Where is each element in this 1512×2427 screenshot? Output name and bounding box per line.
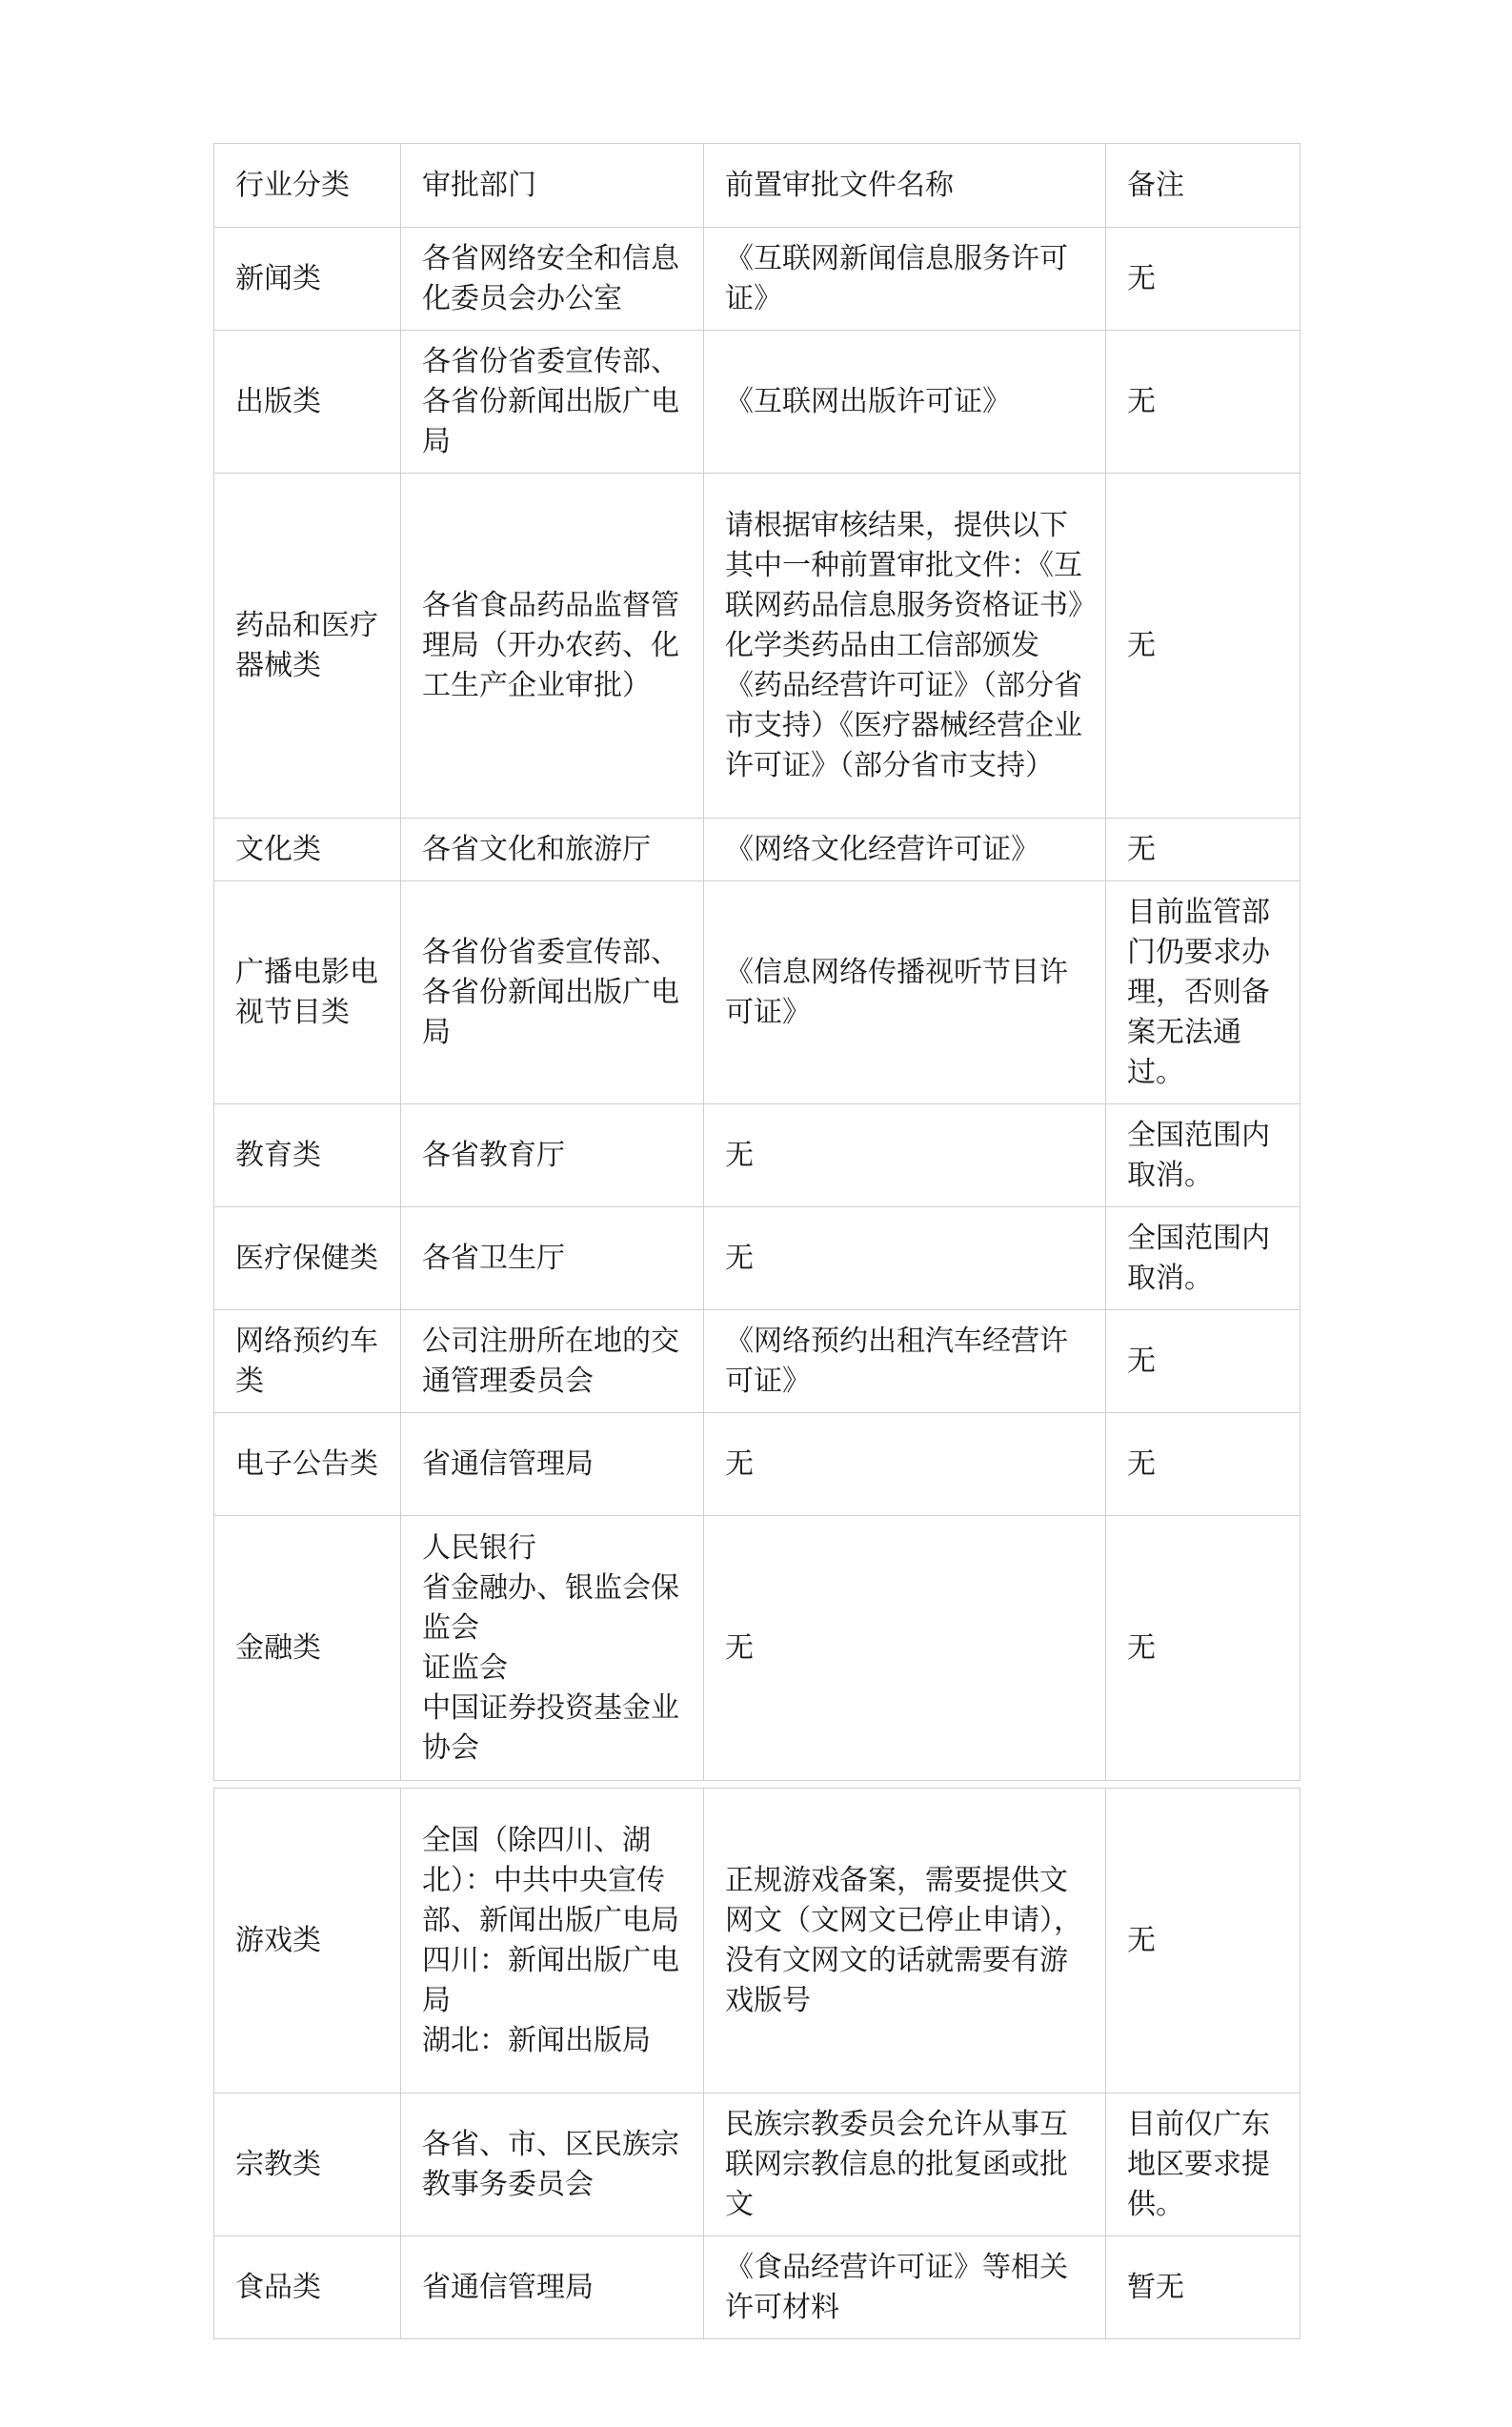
department-cell	[401, 819, 704, 881]
department-text: 证监会	[422, 1650, 508, 1685]
department-text: 省通信管理局	[422, 1446, 594, 1481]
note-cell	[1106, 1516, 1300, 1781]
note-text: 暂无	[1127, 2270, 1184, 2304]
category-text: 药品和医疗器械类	[235, 608, 378, 682]
document-text: 民族宗教委员会允许从事互联网宗教信息的批复函或批文	[725, 2107, 1068, 2221]
table-row	[214, 881, 1300, 1104]
department-text: 各省、市、区民族宗教事务委员会	[422, 2127, 679, 2201]
note-cell	[1106, 1310, 1300, 1413]
department-text: 湖北：新闻出版局	[422, 2023, 651, 2057]
category-cell	[214, 1207, 401, 1310]
document-text: 《互联网出版许可证》	[725, 384, 1011, 418]
table-row	[214, 331, 1300, 474]
document-cell	[704, 1104, 1106, 1207]
column-header: 行业分类	[214, 144, 401, 228]
document-text: 《网络文化经营许可证》	[725, 832, 1039, 866]
table-row	[214, 1516, 1300, 1781]
approval-table-continued	[213, 1788, 1300, 2339]
category-text: 新闻类	[235, 261, 321, 295]
document-cell	[704, 1516, 1106, 1781]
note-text: 目前仅广东地区要求提供。	[1127, 2107, 1270, 2221]
category-cell	[214, 1413, 401, 1516]
category-text: 网络预约车类	[235, 1324, 378, 1398]
table-row	[214, 2093, 1300, 2236]
table-header-row	[214, 144, 1300, 228]
department-cell	[401, 228, 704, 331]
category-cell	[214, 1104, 401, 1207]
table-row	[214, 1207, 1300, 1310]
department-cell	[401, 474, 704, 819]
document-text: 无	[725, 1446, 754, 1481]
department-cell	[401, 881, 704, 1104]
column-header: 备注	[1106, 144, 1300, 228]
document-cell	[704, 881, 1106, 1104]
document-cell	[704, 474, 1106, 819]
table-row	[214, 228, 1300, 331]
category-text: 出版类	[235, 384, 321, 418]
document-cell	[704, 228, 1106, 331]
category-cell	[214, 1516, 401, 1781]
department-text: 省通信管理局	[422, 2270, 594, 2304]
approval-table-body	[214, 144, 1300, 1781]
department-cell	[401, 1789, 704, 2093]
category-cell	[214, 474, 401, 819]
table-row	[214, 1310, 1300, 1413]
category-cell	[214, 331, 401, 474]
note-cell	[1106, 819, 1300, 881]
department-text: 人民银行	[422, 1530, 536, 1565]
category-text: 医疗保健类	[235, 1241, 378, 1275]
category-text: 电子公告类	[235, 1446, 378, 1481]
department-cell	[401, 2093, 704, 2236]
note-cell	[1106, 2236, 1300, 2339]
document-cell	[704, 1413, 1106, 1516]
department-text: 各省食品药品监督管理局（开办农药、化工生产企业审批）	[422, 588, 679, 702]
category-text: 宗教类	[235, 2147, 321, 2181]
note-cell	[1106, 1104, 1300, 1207]
table-row	[214, 819, 1300, 881]
note-cell	[1106, 474, 1300, 819]
department-text: 省金融办、银监会保监会	[422, 1570, 679, 1645]
note-text: 全国范围内取消。	[1127, 1118, 1270, 1192]
category-text: 食品类	[235, 2270, 321, 2304]
department-cell	[401, 2236, 704, 2339]
note-cell	[1106, 2093, 1300, 2236]
department-text: 各省网络安全和信息化委员会办公室	[422, 241, 679, 315]
column-header: 审批部门	[401, 144, 704, 228]
table-row	[214, 2236, 1300, 2339]
department-cell	[401, 331, 704, 474]
category-text: 文化类	[235, 832, 321, 866]
document-text: 正规游戏备案，需要提供文网文（文网文已停止申请），没有文网文的话就需要有游戏版号	[725, 1863, 1082, 2017]
document-text: 无	[725, 1138, 754, 1172]
department-cell	[401, 1310, 704, 1413]
document-cell	[704, 819, 1106, 881]
department-text: 各省份省委宣传部、各省份新闻出版广电局	[422, 344, 679, 458]
document-cell	[704, 1310, 1106, 1413]
document-text: 《信息网络传播视听节目许可证》	[725, 955, 1068, 1029]
note-text: 无	[1127, 1923, 1156, 1957]
document-text: 《网络预约出租汽车经营许可证》	[725, 1324, 1068, 1398]
department-text: 各省教育厅	[422, 1138, 565, 1172]
department-cell	[401, 1413, 704, 1516]
document-cell	[704, 2236, 1106, 2339]
category-cell	[214, 881, 401, 1104]
table-row	[214, 1789, 1300, 2093]
category-cell	[214, 2236, 401, 2339]
note-text: 无	[1127, 384, 1156, 418]
category-cell	[214, 1789, 401, 2093]
document-text: 《食品经营许可证》等相关许可材料	[725, 2250, 1068, 2324]
table-row	[214, 1413, 1300, 1516]
document-text: 无	[725, 1630, 754, 1665]
department-text: 公司注册所在地的交通管理委员会	[422, 1324, 679, 1398]
note-cell	[1106, 881, 1300, 1104]
note-text: 无	[1127, 628, 1156, 662]
note-cell	[1106, 331, 1300, 474]
table-row	[214, 1104, 1300, 1207]
note-text: 无	[1127, 832, 1156, 866]
category-cell	[214, 819, 401, 881]
category-text: 金融类	[235, 1630, 321, 1665]
column-header: 前置审批文件名称	[704, 144, 1106, 228]
document-cell	[704, 331, 1106, 474]
note-text: 无	[1127, 1446, 1156, 1481]
department-text: 四川：新闻出版广电局	[422, 1943, 679, 2017]
note-text: 无	[1127, 1630, 1156, 1665]
department-text: 各省文化和旅游厅	[422, 832, 651, 866]
document-text: 《互联网新闻信息服务许可证》	[725, 241, 1068, 315]
category-text: 广播电影电视节目类	[235, 955, 378, 1029]
note-cell	[1106, 1413, 1300, 1516]
department-cell	[401, 1516, 704, 1781]
document-cell	[704, 1207, 1106, 1310]
category-cell	[214, 1310, 401, 1413]
note-cell	[1106, 1207, 1300, 1310]
note-text: 全国范围内取消。	[1127, 1221, 1270, 1295]
note-text: 目前监管部门仍要求办理，否则备案无法通过。	[1127, 895, 1270, 1089]
department-text: 各省卫生厅	[422, 1241, 565, 1275]
department-cell	[401, 1104, 704, 1207]
category-text: 教育类	[235, 1138, 321, 1172]
approval-table	[213, 143, 1300, 1781]
category-cell	[214, 2093, 401, 2236]
category-text: 游戏类	[235, 1923, 321, 1957]
note-cell	[1106, 228, 1300, 331]
note-cell	[1106, 1789, 1300, 2093]
document-text: 无	[725, 1241, 754, 1275]
category-cell	[214, 228, 401, 331]
document-cell	[704, 1789, 1106, 2093]
approval-table-continued-body	[214, 1789, 1300, 2339]
note-text: 无	[1127, 1344, 1156, 1378]
document-cell	[704, 2093, 1106, 2236]
department-text: 中国证券投资基金业协会	[422, 1690, 679, 1765]
department-text: 各省份省委宣传部、各省份新闻出版广电局	[422, 935, 679, 1049]
document-text: 请根据审核结果，提供以下其中一种前置审批文件：《互联网药品信息服务资格证书》化学类药品由工信部颁发《药品经营许可证》（部分省市支持）《医疗器械经营企业许可证》（部分省市支持）	[725, 508, 1082, 782]
note-text: 无	[1127, 261, 1156, 295]
table-row	[214, 474, 1300, 819]
department-text: 全国（除四川、湖北）：中共中央宣传部、新闻出版广电局	[422, 1823, 679, 1937]
department-cell	[401, 1207, 704, 1310]
